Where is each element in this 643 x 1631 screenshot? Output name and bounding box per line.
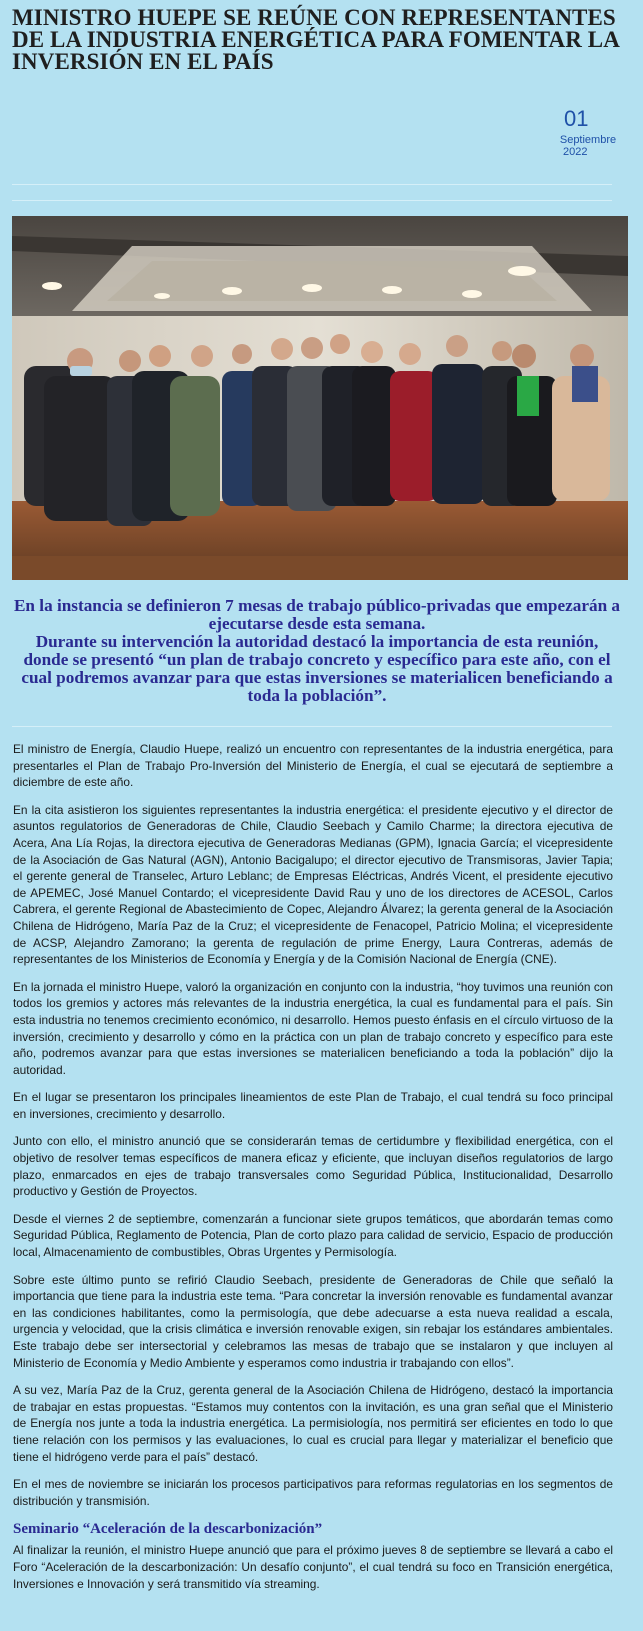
- date-month: Septiembre: [559, 134, 617, 146]
- lead-line: Durante su intervención la autoridad destacó la importancia de esta reunión, donde se presentó “un plan de trabajo concreto y específico para este año, con el cual podremos avanzar para que estas inversiones se materialicen beneficiando a toda la población”.: [21, 632, 613, 705]
- article-body: [13, 741, 613, 1603]
- paragraph: El ministro de Energía, Claudio Huepe, realizó un encuentro con representantes de la industria energética, para presentarles el Plan de Trabajo Pro-Inversión del Ministerio de Energía, el cual se ejecutará de septiembre a diciembre de este año.: [13, 742, 613, 790]
- divider: [12, 200, 612, 201]
- article-title: MINISTRO HUEPE SE REÚNE CON REPRESENTANTES DE LA INDUSTRIA ENERGÉTICA PARA FOMENTAR LA INVERSIÓN EN EL PAÍS: [12, 5, 619, 74]
- paragraph: Al finalizar la reunión, el ministro Huepe anunció que para el próximo jueves 8 de septiembre se llevará a cabo el Foro “Aceleración de la descarbonización: Un desafío conjunto”, el cual tendrá su foco en Transición energética, Inversiones e Innovación y será transmitido vía streaming.: [13, 1543, 613, 1591]
- group-photo: [12, 216, 628, 580]
- paragraph: Junto con ello, el ministro anunció que se considerarán temas de certidumbre y flexibilidad energética, con el objetivo de resolver temas específicos de manera eficaz y eficiente, que incluyan diseños regulatorios de largo plazo, enmarcados en ejes de trabajo transversales como Seguridad Pública, Institucionalidad, Desarrollo productivo y Gestión de Proyectos.: [13, 1134, 613, 1199]
- date-year: 2022: [563, 146, 588, 158]
- group-photo-image: [12, 216, 628, 580]
- lead-line: En la instancia se definieron 7 mesas de trabajo público-privadas que empezarán a ejecutarse desde esta semana.: [13, 596, 621, 633]
- paragraph: En la jornada el ministro Huepe, valoró la organización en conjunto con la industria, “hoy tuvimos una reunión con todos los gremios y actores más relevantes de la industria energética, la cual es fundamental para el país. Sin esta industria no tenemos crecimiento económico, ni desarrollo. Hemos puesto énfasis en el círculo virtuoso de la inversión, crecimiento y desarrollo y cómo en la práctica con un plan de trabajo concreto y específico para este año, podremos avanzar para que estas inversiones se materialicen beneficiando a toda la población” dijo la autoridad.: [13, 979, 613, 1077]
- paragraph: Desde el viernes 2 de septiembre, comenzarán a funcionar siete grupos temáticos, que abordarán temas como Seguridad Pública, Reglamento de Potencia, Plan de corto plazo para calidad de servicio, Espacio de producción local, Almacenamiento de combustibles, Obras Urgentes y Permisología.: [13, 1211, 613, 1260]
- divider: [12, 184, 612, 185]
- date-day: 01: [564, 106, 589, 131]
- paragraph: En la cita asistieron los siguientes representantes la industria energética: el presidente ejecutivo y el director de asuntos regulatorios de Generadoras de Chile, Claudio Seebach y Camilo Charme; la directora ejecutiva de Acera, Ana Lía Rojas, la directora ejecutiva de Generadoras Medianas (GPM), Ignacia García; el vicepresidente de la Asociación de Gas Natural (AGN), Antonio Bacigalupo; el director ejecutivo de Transmisoras, Javier Tapia; el gerente general de Transelec, Arturo Leblanc; de Empresas Eléctricas, Andrés Vicent, el presidente ejecutivo de APEMEC, José Manuel Contardo; el vicepresidente David Rau y uno de los directores de ACESOL, Carlos Cabrera, el gerente Regional de Abastecimiento de Copec, Alejandro Álvarez; la gerenta general de la Asociación Chilena de Hidrógeno, María Paz de la Cruz; el vicepresidente de Fenacopel, Patricio Molina; el vicepresidente de ACSP, Alejandro Zamorano; la gerenta de regulación de prime Energy, Laura Contreras, además de representantes de los Ministerios de Economía y Energía y de la Comisión Nacional de Energía (CNE).: [13, 802, 613, 967]
- paragraph: En el lugar se presentaron los principales lineamientos de este Plan de Trabajo, el cual tendrá su foco principal en inversiones, crecimiento y desarrollo.: [13, 1090, 613, 1121]
- paragraph: Sobre este último punto se refirió Claudio Seebach, presidente de Generadoras de Chile que señaló la importancia que tiene para la industria este tema. “Para concretar la inversión renovable es fundamental avanzar en las condiciones habilitantes, como la permisología, que debe adecuarse a esta nueva realidad a escala, urgencia y velocidad, que la crisis climática e inversión renovable exigen, sin rebajar los estándares ambientales. Este trabajo debe ser intersectorial y celebramos las mesas de trabajo que se instalaron y que incluyen al Ministerio de Economía y Medio Ambiente y esperamos como industria ir trabajando con ellos”.: [13, 1272, 613, 1370]
- paragraph: En el mes de noviembre se iniciarán los procesos participativos para reformas regulatorias en los segmentos de distribución y transmisión.: [13, 1477, 613, 1508]
- article-lead: [12, 597, 622, 705]
- divider: [12, 726, 612, 727]
- paragraph: A su vez, María Paz de la Cruz, gerenta general de la Asociación Chilena de Hidrógeno, destacó la importancia de trabajar en estas propuestas. “Estamos muy contentos con la invitación, es una gran señal que el Ministerio de Energía nos junte a toda la industria energética. La permisiología, nos permitirá ser eficientes en todo lo que tiene relación con los permisos y las evaluaciones, lo cual es crucial para llegar y materializar el beneficio que tiene el hidrógeno verde para el país” destacó.: [13, 1383, 613, 1464]
- section-heading: Seminario “Aceleración de la descarbonización”: [13, 1521, 323, 1538]
